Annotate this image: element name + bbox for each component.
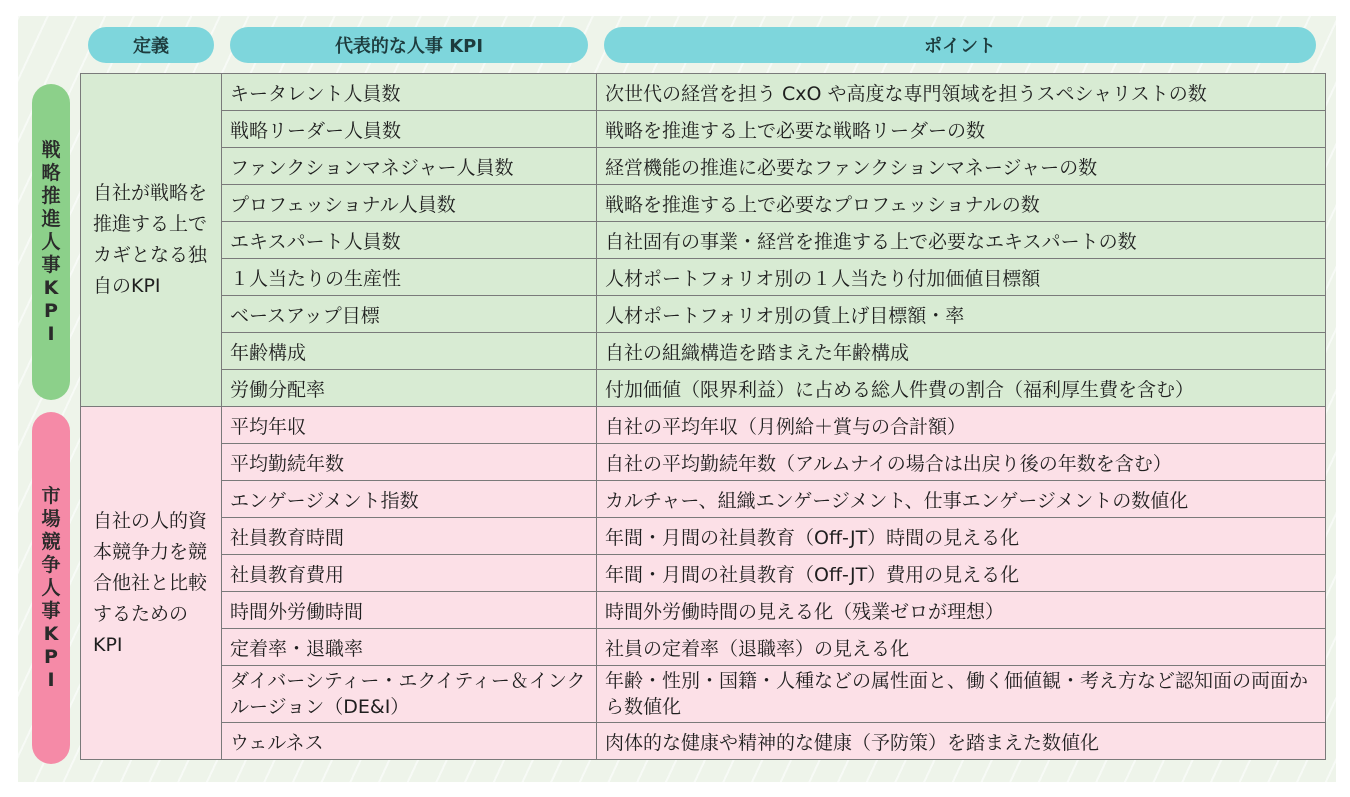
kpi-cell: キータレント人員数	[222, 74, 597, 111]
definition-market: 自社の人的資本競争力を競合他社と比較するためのKPI	[81, 407, 222, 760]
table-row	[81, 481, 1326, 518]
kpi-cell: 時間外労働時間	[222, 592, 597, 629]
point-cell: 人材ポートフォリオ別の１人当たり付加価値目標額	[597, 259, 1326, 296]
table-row	[81, 370, 1326, 407]
table-row	[81, 74, 1326, 111]
table-row	[81, 629, 1326, 666]
kpi-cell: 戦略リーダー人員数	[222, 111, 597, 148]
kpi-cell: ベースアップ目標	[222, 296, 597, 333]
point-cell: 人材ポートフォリオ別の賃上げ目標額・率	[597, 296, 1326, 333]
point-cell: 年齢・性別・国籍・人種などの属性面と、働く価値観・考え方など認知面の両面から数値化	[597, 666, 1326, 723]
point-cell: 社員の定着率（退職率）の見える化	[597, 629, 1326, 666]
point-cell: 次世代の経営を担う CxO や高度な専門領域を担うスペシャリストの数	[597, 74, 1326, 111]
point-cell: 戦略を推進する上で必要なプロフェッショナルの数	[597, 185, 1326, 222]
point-cell: カルチャー、組織エンゲージメント、仕事エンゲージメントの数値化	[597, 481, 1326, 518]
table-row	[81, 444, 1326, 481]
table-row	[81, 259, 1326, 296]
table-row	[81, 407, 1326, 444]
table-row	[81, 723, 1326, 760]
table-row	[81, 296, 1326, 333]
table-row	[81, 222, 1326, 259]
point-cell: 年間・月間の社員教育（Off-JT）時間の見える化	[597, 518, 1326, 555]
section-label-strategic: 戦 略 推 進 人 事 K P I	[32, 84, 70, 400]
point-cell: 経営機能の推進に必要なファンクションマネージャーの数	[597, 148, 1326, 185]
kpi-cell: 定着率・退職率	[222, 629, 597, 666]
kpi-cell: エキスパート人員数	[222, 222, 597, 259]
table-row	[81, 148, 1326, 185]
kpi-cell: １人当たりの生産性	[222, 259, 597, 296]
kpi-cell: 平均年収	[222, 407, 597, 444]
table-row	[81, 592, 1326, 629]
kpi-cell: ウェルネス	[222, 723, 597, 760]
section-label-market: 市 場 競 争 人 事 K P I	[32, 412, 70, 764]
definition-strategic: 自社が戦略を推進する上でカギとなる独自のKPI	[81, 74, 222, 407]
kpi-cell: プロフェッショナル人員数	[222, 185, 597, 222]
header-definition: 定義	[88, 27, 214, 63]
point-cell: 自社の平均勤続年数（アルムナイの場合は出戻り後の年数を含む）	[597, 444, 1326, 481]
point-cell: 戦略を推進する上で必要な戦略リーダーの数	[597, 111, 1326, 148]
kpi-cell: ファンクションマネジャー人員数	[222, 148, 597, 185]
point-cell: 自社の平均年収（月例給＋賞与の合計額）	[597, 407, 1326, 444]
header-kpi: 代表的な人事 KPI	[230, 27, 588, 63]
kpi-cell: エンゲージメント指数	[222, 481, 597, 518]
table-row	[81, 518, 1326, 555]
point-cell: 付加価値（限界利益）に占める総人件費の割合（福利厚生費を含む）	[597, 370, 1326, 407]
table-row	[81, 666, 1326, 723]
kpi-cell: 社員教育時間	[222, 518, 597, 555]
point-cell: 自社の組織構造を踏まえた年齢構成	[597, 333, 1326, 370]
kpi-cell: 労働分配率	[222, 370, 597, 407]
table-row	[81, 555, 1326, 592]
table-row	[81, 111, 1326, 148]
point-cell: 時間外労働時間の見える化（残業ゼロが理想）	[597, 592, 1326, 629]
table-row	[81, 333, 1326, 370]
table-row	[81, 185, 1326, 222]
kpi-cell: 年齢構成	[222, 333, 597, 370]
kpi-cell: 社員教育費用	[222, 555, 597, 592]
point-cell: 年間・月間の社員教育（Off-JT）費用の見える化	[597, 555, 1326, 592]
header-point: ポイント	[604, 27, 1316, 63]
kpi-table	[80, 73, 1326, 760]
point-cell: 肉体的な健康や精神的な健康（予防策）を踏まえた数値化	[597, 723, 1326, 760]
point-cell: 自社固有の事業・経営を推進する上で必要なエキスパートの数	[597, 222, 1326, 259]
kpi-cell: 平均勤続年数	[222, 444, 597, 481]
kpi-cell: ダイバーシティー・エクイティー＆インクルージョン（DE&I）	[222, 666, 597, 723]
